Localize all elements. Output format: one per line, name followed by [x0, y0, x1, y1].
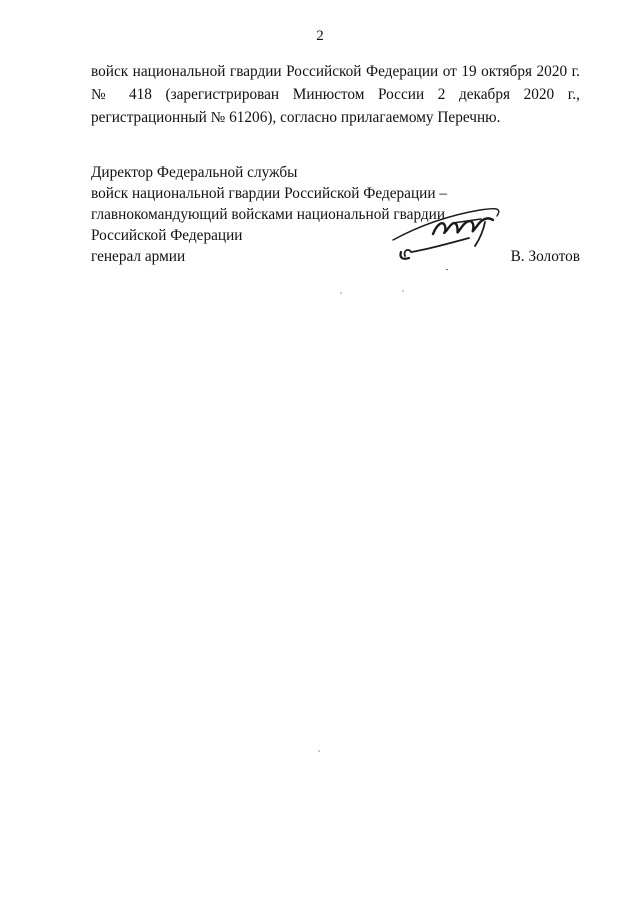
signatory-title-line-2: войск национальной гвардии Российской Федерации –: [91, 185, 447, 202]
scan-speck: [402, 290, 404, 292]
signatory-rank: генерал армии: [91, 248, 186, 265]
signatory-title-line-3: главнокомандующий войсками национальной гвардии: [91, 206, 446, 223]
handwritten-signature-icon: [385, 190, 525, 270]
body-line-3: регистрационный № 61206), согласно прилагаемому Перечню.: [91, 109, 501, 126]
scan-speck: [340, 292, 342, 294]
signatory-title-line-1: Директор Федеральной службы: [91, 164, 298, 181]
body-paragraph: [91, 60, 580, 129]
signatory-name: В. Золотов: [510, 248, 580, 265]
page-number: 2: [316, 28, 324, 44]
scan-speck: [318, 750, 320, 752]
body-line-2: № 418 (зарегистрирован Минюстом России 2 декабря 2020 г.,: [91, 86, 580, 103]
signatory-title-line-4: Российской Федерации: [91, 227, 243, 244]
body-line-1: войск национальной гвардии Российской Федерации от 19 октября 2020 г.: [91, 63, 580, 80]
